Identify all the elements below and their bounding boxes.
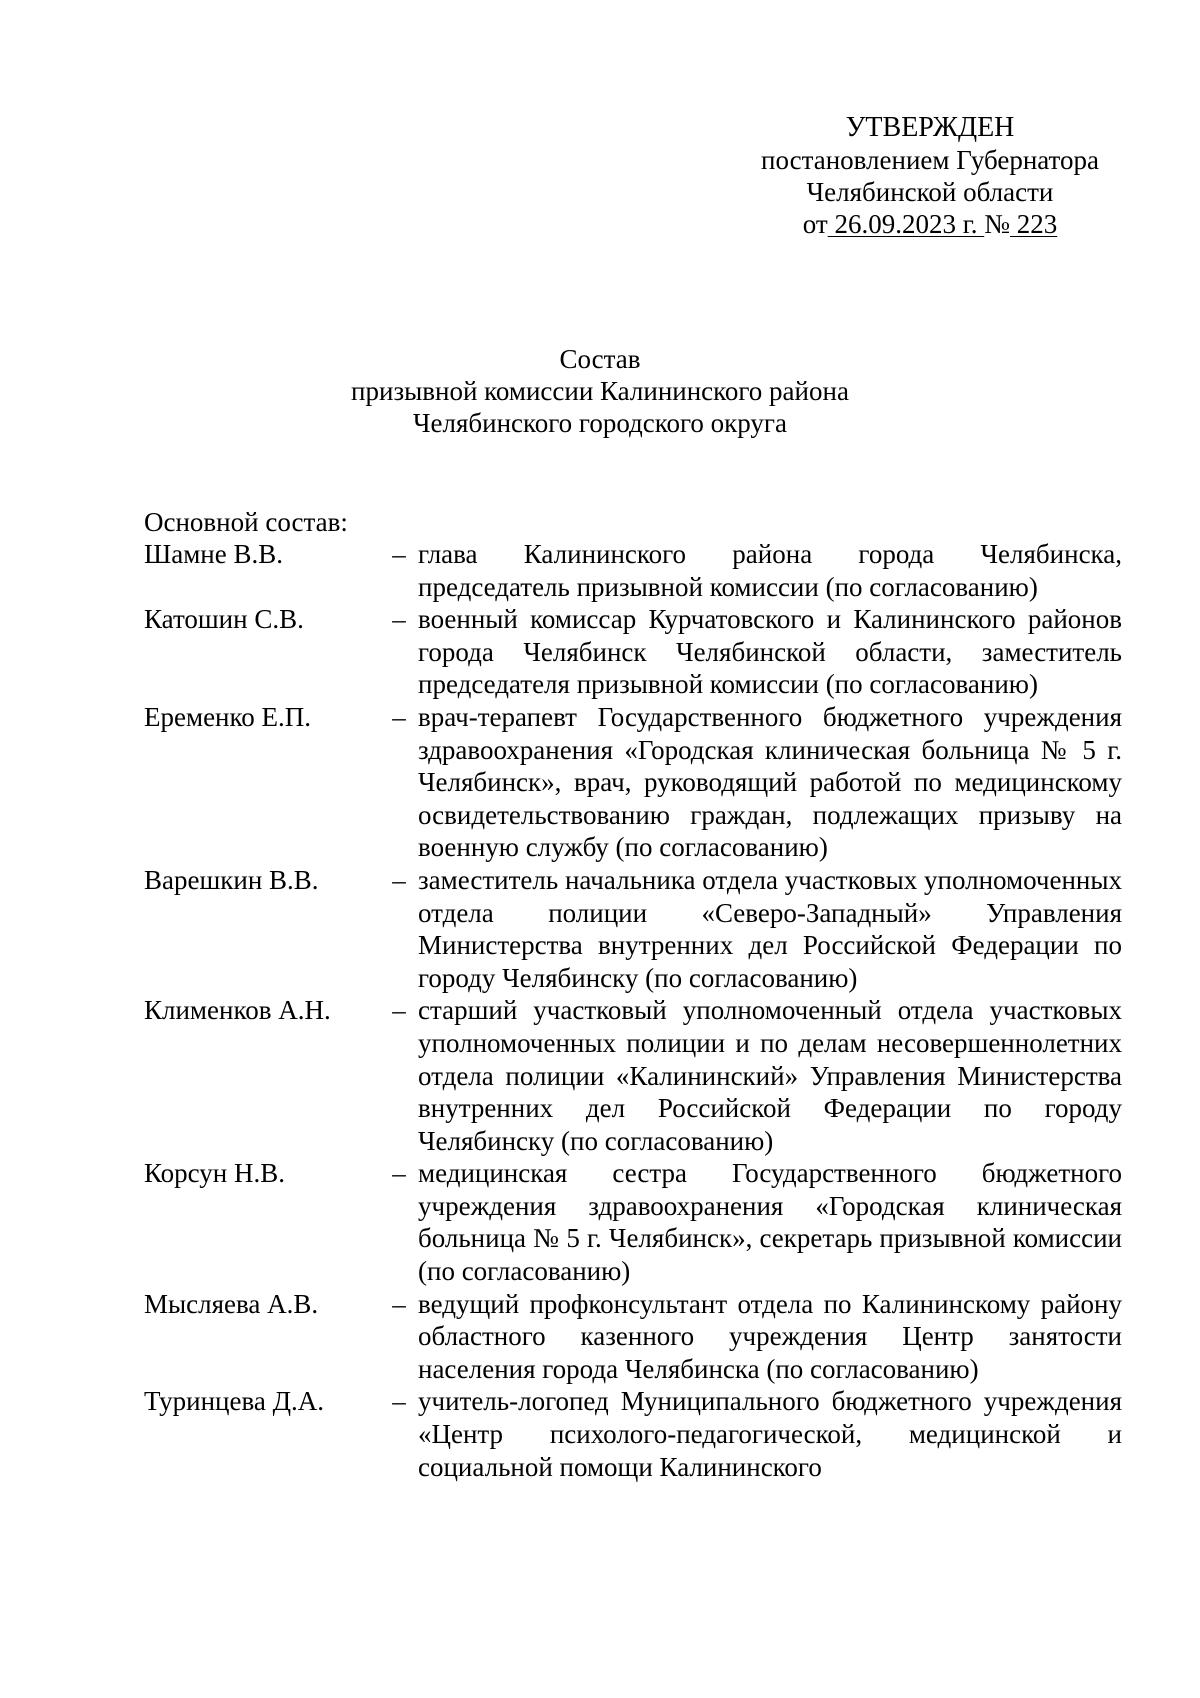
list-item <box>144 1288 1122 1386</box>
member-name: Катошин С.В. <box>144 604 304 635</box>
member-role: заместитель начальника отдела участковых уполномоченных отдела полиции «Северо-Западный» Управления Министерства внутренних дел Российской Федерации по городу Челябинску (по согласованию) <box>418 864 1122 993</box>
section-label: Основной состав: <box>144 507 348 537</box>
approval-line-decree: постановлением Губернатора <box>761 145 1099 175</box>
members-list <box>144 538 1122 1483</box>
list-item <box>144 1157 1122 1287</box>
member-dash: – <box>392 539 406 569</box>
document-title <box>300 343 900 439</box>
member-name: Клименков А.Н. <box>144 995 331 1026</box>
list-item <box>144 603 1122 701</box>
list-item <box>144 538 1122 603</box>
list-item <box>144 994 1122 1157</box>
member-dash: – <box>392 701 406 732</box>
title-line-1: Состав <box>559 344 641 374</box>
member-name: Мысляева А.В. <box>144 1288 319 1319</box>
list-item <box>144 701 1122 864</box>
member-dash: – <box>392 1386 406 1417</box>
member-dash: – <box>392 1158 406 1189</box>
member-dash: – <box>392 604 406 635</box>
member-name: Корсун Н.В. <box>144 1158 285 1189</box>
list-item <box>144 1385 1122 1483</box>
member-role: медицинская сестра Государственного бюджетного учреждения здравоохранения «Городская клиническая больница № 5 г. Челябинск», секретарь призывной комиссии (по согласованию) <box>418 1158 1122 1287</box>
approval-title: УТВЕРЖДЕН <box>845 112 1015 143</box>
member-role: ведущий профконсультант отдела по Калининскому району областного казенного учреждения Центр занятости населения города Челябинска (по согласованию) <box>418 1288 1122 1384</box>
list-item <box>144 864 1122 994</box>
approval-date: 26.09.2023 г. <box>827 209 985 239</box>
member-name: Еременко Е.П. <box>144 701 311 732</box>
member-dash: – <box>392 864 406 895</box>
member-role: военный комиссар Курчатовского и Калининского районов города Челябинск Челябинской области, заместитель председателя призывной комиссии (по согласованию) <box>418 604 1122 700</box>
title-line-2: призывной комиссии Калининского района <box>351 376 849 406</box>
approval-date-line <box>740 208 1120 240</box>
approval-number-prefix: № <box>984 209 1010 239</box>
approval-line-region: Челябинской области <box>806 177 1054 207</box>
member-dash: – <box>392 1288 406 1319</box>
member-role: врач-терапевт Государственного бюджетного учреждения здравоохранения «Городская клиническая больница № 5 г. Челябинск», врач, руководящий работой по медицинскому освидетельствованию граждан, подлежащих призыву на военную службу (по согласованию) <box>418 701 1122 863</box>
member-dash: – <box>392 995 406 1026</box>
member-role: глава Калининского района города Челябинска, председатель призывной комиссии (по согласованию) <box>418 539 1122 602</box>
member-name: Шамне В.В. <box>144 539 284 569</box>
approval-date-prefix: от <box>802 209 828 239</box>
member-role: учитель-логопед Муниципального бюджетного учреждения «Центр психолого-педагогической, медицинской и социальной помощи Калининского <box>418 1386 1122 1482</box>
title-line-3: Челябинского городского округа <box>412 408 787 438</box>
member-name: Варешкин В.В. <box>144 864 319 895</box>
approval-number: 223 <box>1010 209 1058 239</box>
approval-stamp <box>740 112 1120 240</box>
member-role: старший участковый уполномоченный отдела участковых уполномоченных полиции и по делам несовершеннолетних отдела полиции «Калининский» Управления Министерства внутренних дел Российской Федерации по городу Челябинску (по согласованию) <box>418 995 1122 1156</box>
member-name: Туринцева Д.А. <box>144 1386 325 1417</box>
